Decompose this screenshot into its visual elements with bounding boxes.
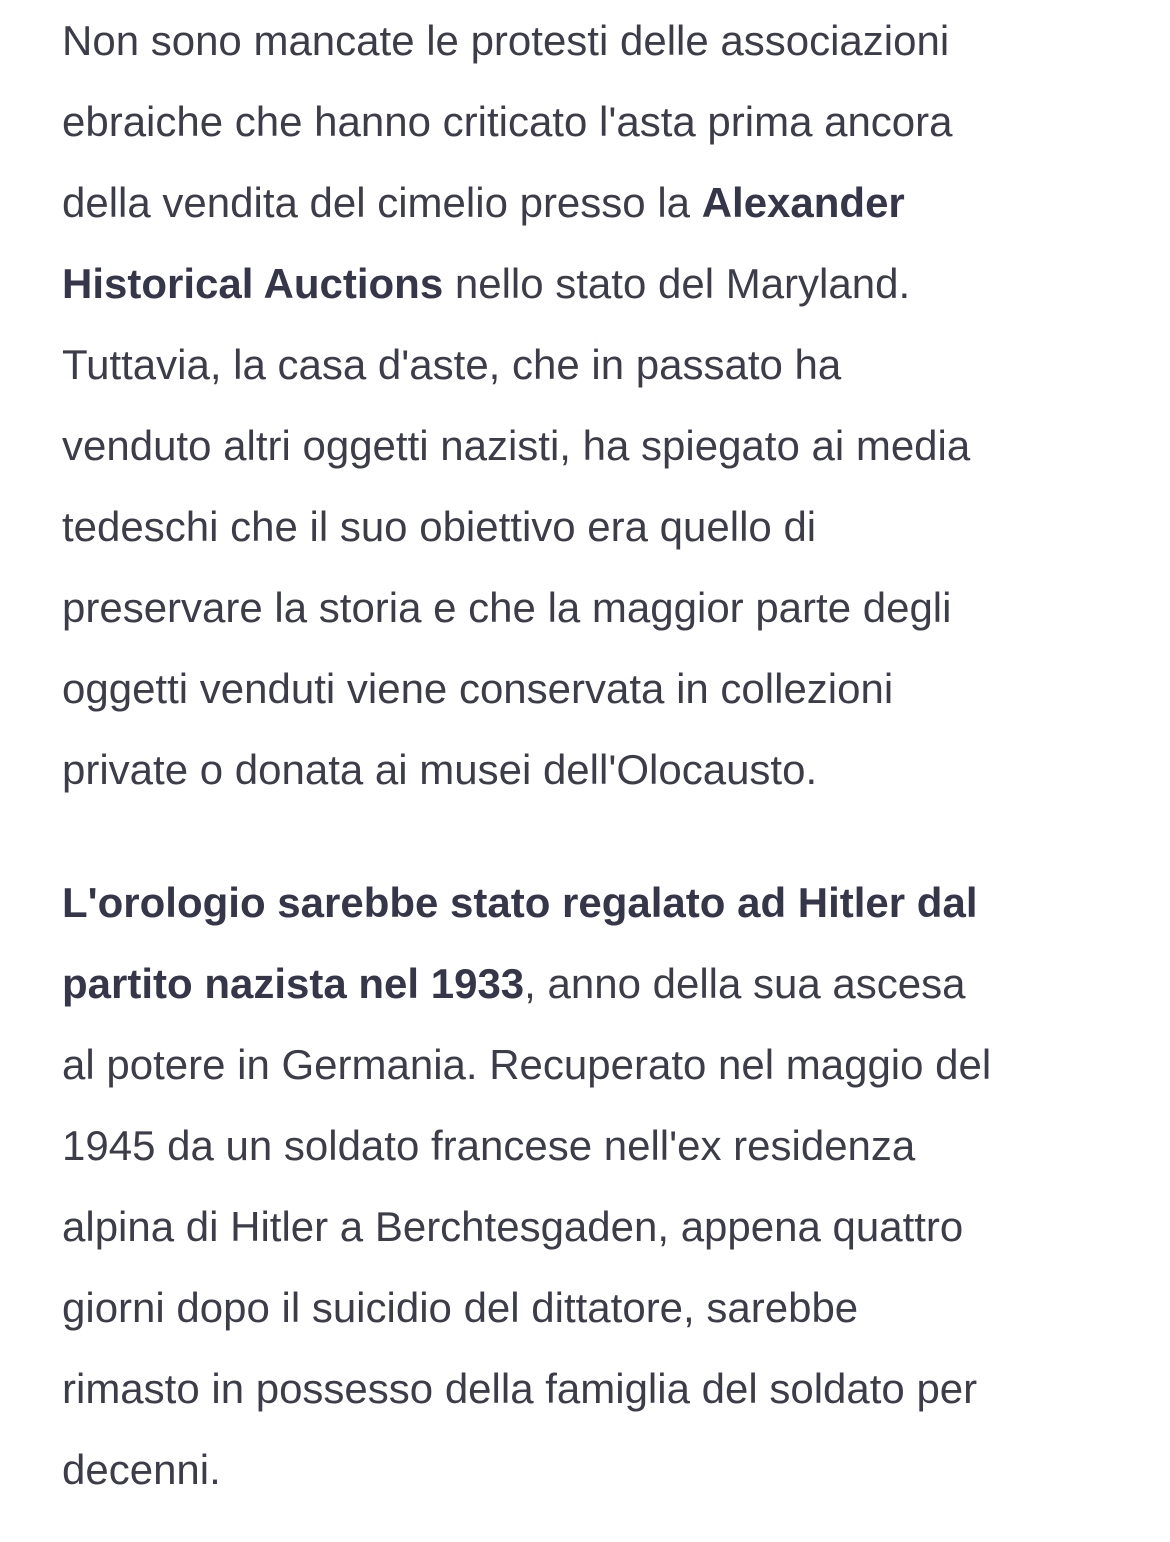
auction-house-name: Alexander: [701, 179, 905, 226]
text-line: [62, 862, 991, 943]
auction-house-name: Historical Auctions: [62, 260, 444, 307]
highlighted-statement: L'orologio sarebbe stato regalato ad Hitler dal: [62, 879, 978, 926]
text-line: giorni dopo il suicidio del dittatore, sarebbe: [62, 1284, 859, 1331]
text-line: decenni.: [62, 1446, 221, 1493]
text-line: Non sono mancate le protesti delle associazioni: [62, 17, 950, 64]
text-line: Historical Auctions nello stato del Maryland.: [62, 260, 911, 307]
paragraph-auction-protests: [62, 0, 970, 810]
text-line: preservare la storia e che la maggior parte degli: [62, 584, 952, 631]
text-line: alpina di Hitler a Berchtesgaden, appena quattro: [62, 1203, 964, 1250]
highlighted-statement: partito nazista nel 1933: [62, 960, 525, 1007]
text-line: rimasto in possesso della famiglia del soldato per: [62, 1365, 978, 1412]
text-line: della vendita del cimelio presso la Alexander: [62, 179, 905, 226]
text-line: 1945 da un soldato francese nell'ex residenza: [62, 1122, 916, 1169]
text-line: al potere in Germania. Recuperato nel maggio del: [62, 1041, 992, 1088]
text-line: ebraiche che hanno criticato l'asta prima ancora: [62, 98, 953, 145]
text-line: Tuttavia, la casa d'aste, che in passato ha: [62, 341, 842, 388]
text-line: tedeschi che il suo obiettivo era quello di: [62, 503, 817, 550]
paragraph-watch-history: [62, 862, 991, 1510]
text-line: partito nazista nel 1933, anno della sua ascesa: [62, 960, 966, 1007]
text-line: oggetti venduti viene conservata in collezioni: [62, 665, 894, 712]
text-line: venduto altri oggetti nazisti, ha spiegato ai media: [62, 422, 971, 469]
text-line: private o donata ai musei dell'Olocausto.: [62, 746, 818, 793]
